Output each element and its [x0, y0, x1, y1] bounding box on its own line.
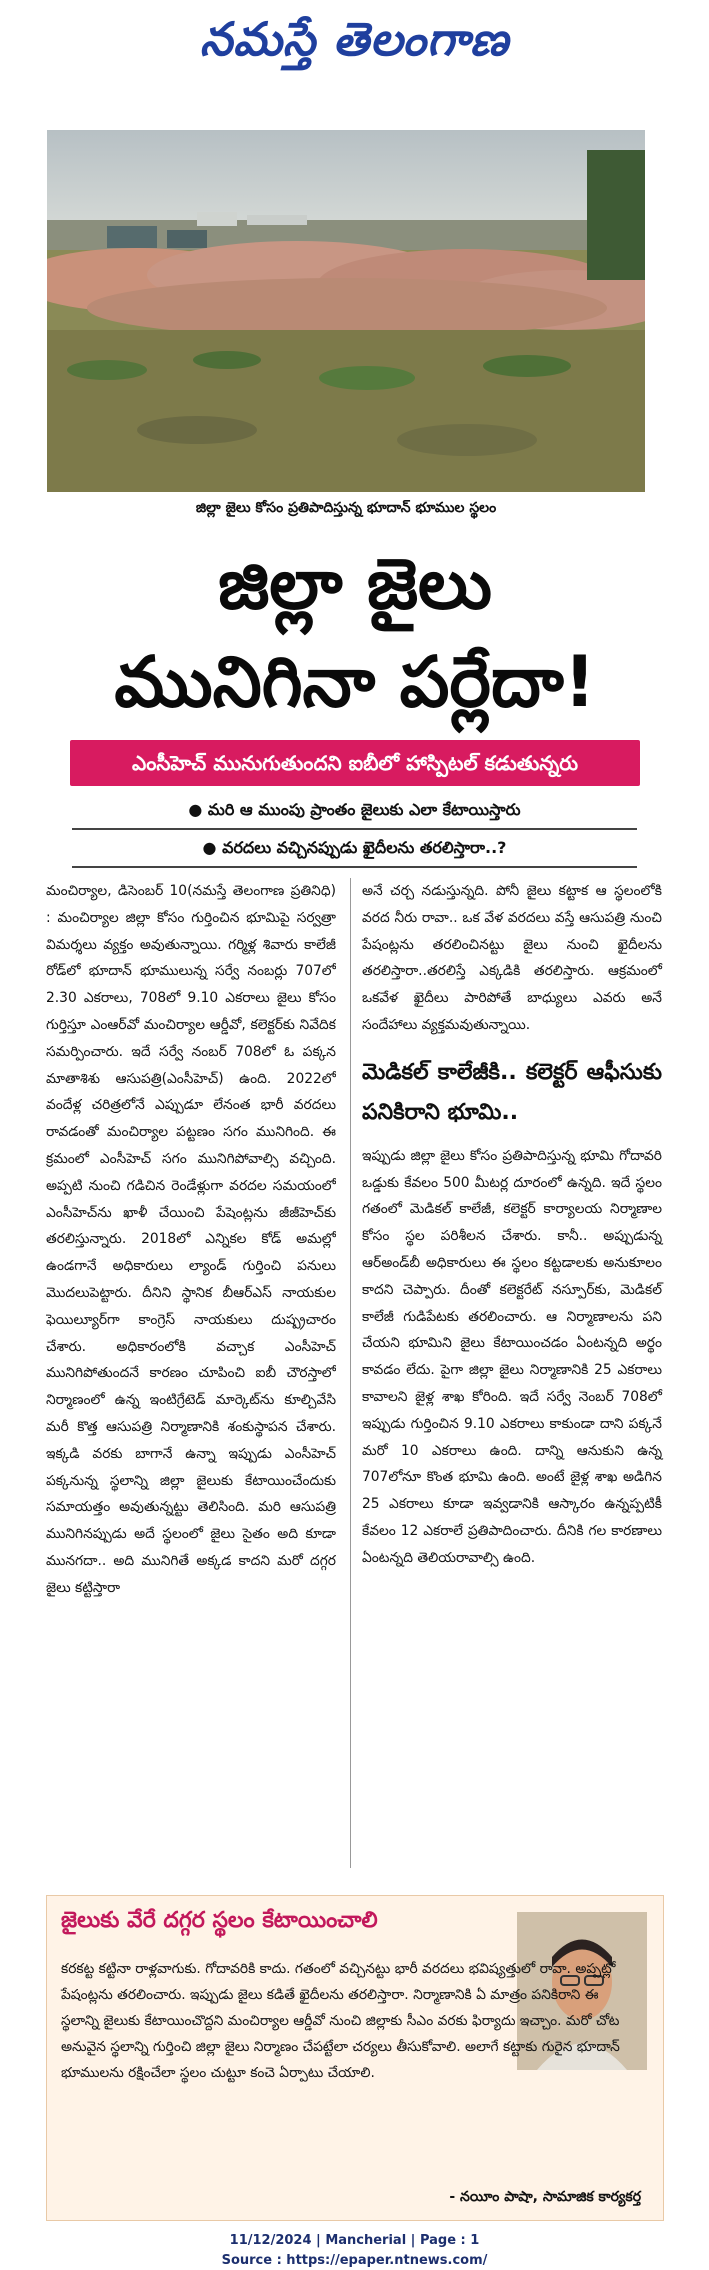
- photo-caption: జిల్లా జైలు కోసం ప్రతిపాదిస్తున్న భూదాన్ భూముల స్థలం: [195, 500, 497, 516]
- bullet-2: ● వరదలు వచ్చినప్పుడు ఖైదీలను తరలిస్తారా..?: [202, 838, 507, 857]
- section-title: మెడికల్ కాలేజీకి.. కలెక్టర్ ఆఫీసుకు పనికిరాని భూమి..: [362, 1059, 662, 1125]
- right-body: ఇప్పుడు జిల్లా జైలు కోసం ప్రతిపాదిస్తున్న భూమి గోదావరి ఒడ్డుకు కేవలం 500 మీటర్ల దూరంలో ఉన్నది. ఇదే స్థలం గతంలో మెడికల్ కాలేజీ, కలెక్టర్ కార్యాలయ నిర్మాణాల కోసం స్థల పరిశీలన చేశారు. కానీ.. అప్పుడున్న ఆర్‌అండ్‌బీ అధికారులు ఈ స్థలం కట్టడాలకు అనుకూలం కాదని చెప్పారు. దీంతో కలెక్టరేట్ నస్పూర్‌కు, మెడికల్ కాలేజీ గుడిపేటకు తరలించారు. ఆ నిర్మాణాలను పని చేయని భూమిని జైలు కేటాయించడం ఏంటన్నది అర్థం కావడం లేదు. పైగా జిల్లా జైలు నిర్మాణానికి 25 ఎకరాలు కావాలని జైళ్ల శాఖ కోరింది. ఇదే సర్వే నెంబర్ 708లో ఇప్పుడు గుర్తించిన 9.10 ఎకరాలు కాకుండా దాని పక్కనే మరో 10 ఎకరాలు ఉంది. దాన్ని ఆనుకుని ఉన్న 707లోనూ కొంత భూమి ఉంది. అంటే జైళ్ల శాఖ అడిగిన 25 ఎకరాలు కూడా ఇవ్వడానికి ఆస్కారం ఉన్నప్పటికీ కేవలం 12 ఎకరాలే ప్రతిపాదించారు. దీనికి గల కారణాలు ఏంటన్నది తెలియరావాల్సి ఉంది.: [362, 1147, 662, 1566]
- article-column-right: [362, 878, 662, 1572]
- quote-box: [46, 1895, 664, 2221]
- divider-rule: [72, 866, 637, 868]
- article-column-left: మంచిర్యాల, డిసెంబర్ 10(నమస్తే తెలంగాణ ప్రతినిధి) : మంచిర్యాల జిల్లా కోసం గుర్తించిన భూమిపై సర్వత్రా విమర్శలు వ్యక్తం అవుతున్నాయి. గర్మిళ్ల శివారు కాలేజీ రోడ్‌లో భూదాన్ భూములున్న సర్వే నంబర్లు 707లో 2.30 ఎకరాలు, 708లో 9.10 ఎకరాలు జైలు కోసం గుర్తిస్తూ ఎంఆర్‌వో మంచిర్యాల ఆర్డీవో, కలెక్టర్‌కు నివేదిక సమర్పించారు. ఇదే సర్వే నంబర్ 708లో ఓ పక్కన మాతాశిశు ఆసుపత్రి(ఎంసీహెచ్) ఉంది. 2022లో వందేళ్ల చరిత్రలోనే ఎప్పుడూ లేనంత భారీ వరదలు రావడంతో మంచిర్యాల పట్టణం సగం మునిగింది. ఈ క్రమంలో ఎంసీహెచ్ సగం మునిగిపోవాల్సి వచ్చింది. అప్పటి నుంచి గడిచిన రెండేళ్లుగా వరదల సమయంలో ఎంసీహెచ్‌ను ఖాళీ చేయించి పేషెంట్లను జీజీహెచ్‌కు తరలిస్తున్నారు. 2018లో ఎన్నికల కోడ్ అమల్లో ఉండగానే అధికారులు ల్యాండ్ గుర్తించి పనులు మొదలుపెట్టారు. దీనిని స్థానిక బీఆర్ఎస్ నాయకుల ఫెయిల్యూర్‌గా కాంగ్రెస్ నాయకులు దుష్ప్రచారం చేశారు. అధికారంలోకి వచ్చాక ఎంసీహెచ్ మునిగిపోతుందనే కారణం చూపించి ఐబీ చౌరస్తాలో నిర్మాణంలో ఉన్న ఇంటిగ్రేటెడ్ మార్కెట్‌ను కూల్చివేసి మరీ కొత్త ఆసుపత్రి నిర్మాణానికి శంకుస్థాపన చేశారు. ఇక్కడి వరకు బాగానే ఉన్నా ఇప్పుడు ఎంసీహెచ్ పక్కనున్న స్థలాన్ని జిల్లా జైలుకు కేటాయించేందుకు సమాయత్తం అవుతున్నట్టు తెలిసింది. మరి ఆసుపత్రి మునిగినప్పుడు అదే స్థలంలో జైలు సైతం అది కూడా మునగదా.. అది మునిగితే అక్కడ కాదని మరో దగ్గర జైలు కట్టిస్తారా: [46, 883, 336, 1596]
- right-intro: అనే చర్చ నడుస్తున్నది. పోనీ జైలు కట్టాక ఆ స్థలంలోకి వరద నీరు రావా.. ఒక వేళ వరదలు వస్తే ఆసుపత్రి నుంచి పేషంట్లను తరలించినట్టు జైలు నుంచి ఖైదీలను తరలిస్తారా..తరలిస్తే ఎక్కడికి తరలిస్తారు. ఆక్రమంలో ఒకవేళ ఖైదీలు పారిపోతే బాధ్యులు ఎవరు అనే సందేహాలు వ్యక్తమవుతున్నాయి.: [362, 883, 662, 1033]
- masthead-title: నమస్తే తెలంగాణ: [199, 12, 510, 66]
- column-divider: [350, 878, 351, 1868]
- quote-author: - నయీం పాషా, సామాజిక కార్యకర్త: [449, 2189, 641, 2205]
- footer-date-line: 11/12/2024 | Mancherial | Page : 1: [229, 2233, 480, 2248]
- headline-line-1: జిల్లా జైలు: [218, 543, 492, 625]
- headline: [20, 535, 690, 731]
- subhead-band: ఎంసీహెచ్ మునుగుతుందని ఐబీలో హాస్పిటల్ కడుతున్నరు: [70, 740, 640, 786]
- divider-rule: [72, 828, 637, 830]
- news-photo: [47, 130, 645, 492]
- quote-box-title: జైలుకు వేరే దగ్గర స్థలం కేటాయించాలి: [61, 1908, 378, 1933]
- masthead: [0, 0, 709, 78]
- quote-box-body: కరకట్ట కట్టినా రాళ్లవాగుకు. గోదావరికి కాదు. గతంలో వచ్చినట్టు భారీ వరదలు భవిష్యత్తులో రావా. అప్పట్లో పేషంట్లను తరలించారు. ఇప్పుడు జైలు కడితే ఖైదీలను తరలిస్తారా. నిర్మాణానికి ఏ మాత్రం పనికిరాని ఈ స్థలాన్ని జైలుకు కేటాయించొద్దని మంచిర్యాల ఆర్డీవో నుంచి జిల్లాకు సీఎం వరకు ఫిర్యాదు ఇచ్చాం. మరో చోట అనువైన స్థలాన్ని గుర్తించి జిల్లా జైలు నిర్మాణం చేపట్టేలా చర్యలు తీసుకోవాలి. అలాగే కట్టాకు గురైన భూదాన్ భూములను రక్షించేలా స్థలం చుట్టూ కంచె ఏర్పాటు చేయాలి.: [61, 1961, 620, 2081]
- footer-source: Source : https://epaper.ntnews.com/: [221, 2253, 488, 2268]
- bullet-1: ● మరి ఆ ముంపు ప్రాంతం జైలుకు ఎలా కేటాయిస్తారు: [188, 800, 521, 819]
- headline-line-2: మునిగినా పర్లేదా!: [114, 641, 596, 723]
